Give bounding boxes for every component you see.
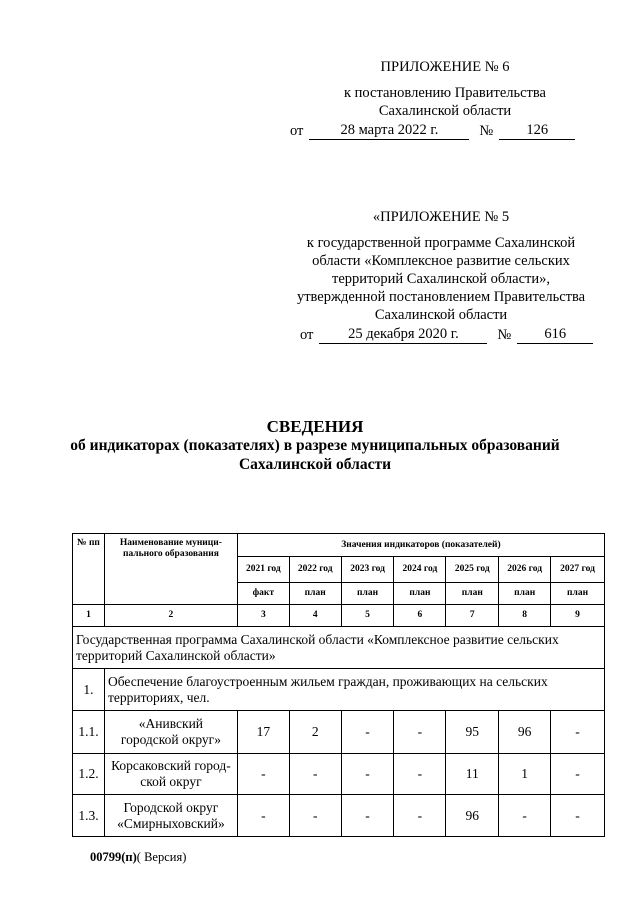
appendix-6-line-2: Сахалинской области <box>378 103 512 119</box>
indicator-num: 1. <box>73 669 105 711</box>
document-title-line-2: об индикаторах (показателях) в разрезе муниципальных образований <box>70 437 560 454</box>
column-index: 9 <box>551 605 605 627</box>
row-value: - <box>289 795 341 837</box>
header-num: № пп <box>73 534 105 605</box>
row-name: «Анивский городской округ» <box>104 711 237 754</box>
row-value: - <box>394 711 446 754</box>
header-name: Наименование муници-пального образования <box>104 534 237 605</box>
appendix-5-line-2: области «Комплексное развитие сельских <box>312 253 570 269</box>
column-index: 7 <box>446 605 499 627</box>
row-value: 96 <box>499 711 551 754</box>
header-year: 2025 год <box>446 557 499 583</box>
header-type: план <box>499 583 551 605</box>
appendix-6-line-1: к постановлению Правительства <box>344 85 546 101</box>
appendix-5-line-5: Сахалинской области <box>374 307 508 323</box>
appendix-6-date-row <box>290 122 600 140</box>
appendix-6-from-label: от <box>290 123 304 139</box>
appendix-5-header <box>282 208 600 344</box>
appendix-6-number: 126 <box>499 122 575 140</box>
footer-version: ( Версия) <box>136 850 187 864</box>
header-type: план <box>394 583 446 605</box>
header-type: план <box>551 583 605 605</box>
header-values: Значения индикаторов (показателей) <box>237 534 604 557</box>
appendix-5-number: 616 <box>517 326 593 344</box>
table-row <box>73 754 605 795</box>
row-value: 17 <box>237 711 289 754</box>
footer-code: 00799(п) <box>90 850 137 864</box>
row-name: Корсаковский город-ской округ <box>104 754 237 795</box>
appendix-5-num-label: № <box>497 327 512 343</box>
appendix-6-title: ПРИЛОЖЕНИЕ № 6 <box>380 59 510 75</box>
table-row <box>73 711 605 754</box>
table-header-row-1 <box>73 534 605 557</box>
indicators-table <box>72 533 605 837</box>
header-type: факт <box>237 583 289 605</box>
row-value: - <box>551 754 605 795</box>
header-year: 2021 год <box>237 557 289 583</box>
row-value: - <box>341 795 394 837</box>
row-value: - <box>341 711 394 754</box>
header-year: 2026 год <box>499 557 551 583</box>
row-value: - <box>394 795 446 837</box>
row-value: - <box>289 754 341 795</box>
row-num: 1.1. <box>73 711 105 754</box>
row-value: 1 <box>499 754 551 795</box>
footer <box>90 850 186 865</box>
appendix-6-date: 28 марта 2022 г. <box>309 122 469 140</box>
column-index: 2 <box>104 605 237 627</box>
header-type: план <box>289 583 341 605</box>
document-title-line-3: Сахалинской области <box>238 456 392 473</box>
header-year: 2024 год <box>394 557 446 583</box>
column-index: 1 <box>73 605 105 627</box>
row-value: 95 <box>446 711 499 754</box>
appendix-5-line-3: территорий Сахалинской области», <box>331 271 551 287</box>
program-title: Государственная программа Сахалинской области «Комплексное развитие сельских территорий Сахалинской области» <box>73 627 605 669</box>
appendix-6-num-label: № <box>479 123 494 139</box>
row-value: - <box>237 795 289 837</box>
row-name: Городской округ «Смирныховский» <box>104 795 237 837</box>
appendix-5-date: 25 декабря 2020 г. <box>319 326 487 344</box>
document-title <box>0 417 630 474</box>
column-index: 3 <box>237 605 289 627</box>
column-index: 8 <box>499 605 551 627</box>
appendix-5-from-label: от <box>300 327 314 343</box>
indicator-row <box>73 669 605 711</box>
row-value: 96 <box>446 795 499 837</box>
program-row <box>73 627 605 669</box>
row-value: - <box>237 754 289 795</box>
appendix-5-date-row <box>282 326 600 344</box>
row-value: 2 <box>289 711 341 754</box>
table-index-row <box>73 605 605 627</box>
document-title-line-1: СВЕДЕНИЯ <box>266 417 364 436</box>
row-num: 1.3. <box>73 795 105 837</box>
header-year: 2027 год <box>551 557 605 583</box>
header-type: план <box>341 583 394 605</box>
column-index: 4 <box>289 605 341 627</box>
row-value: - <box>499 795 551 837</box>
row-value: - <box>551 795 605 837</box>
appendix-5-line-1: к государственной программе Сахалинской <box>306 235 576 251</box>
header-year: 2022 год <box>289 557 341 583</box>
row-value: - <box>551 711 605 754</box>
appendix-5-line-4: утвержденной постановлением Правительства <box>296 289 586 305</box>
column-index: 5 <box>341 605 394 627</box>
header-type: план <box>446 583 499 605</box>
appendix-5-title: «ПРИЛОЖЕНИЕ № 5 <box>372 209 510 225</box>
appendix-6-header <box>290 58 600 140</box>
row-value: - <box>394 754 446 795</box>
row-value: - <box>341 754 394 795</box>
row-value: 11 <box>446 754 499 795</box>
table-row <box>73 795 605 837</box>
indicator-text: Обеспечение благоустроенным жильем граждан, проживающих на сельских территориях, чел. <box>104 669 604 711</box>
column-index: 6 <box>394 605 446 627</box>
row-num: 1.2. <box>73 754 105 795</box>
header-year: 2023 год <box>341 557 394 583</box>
